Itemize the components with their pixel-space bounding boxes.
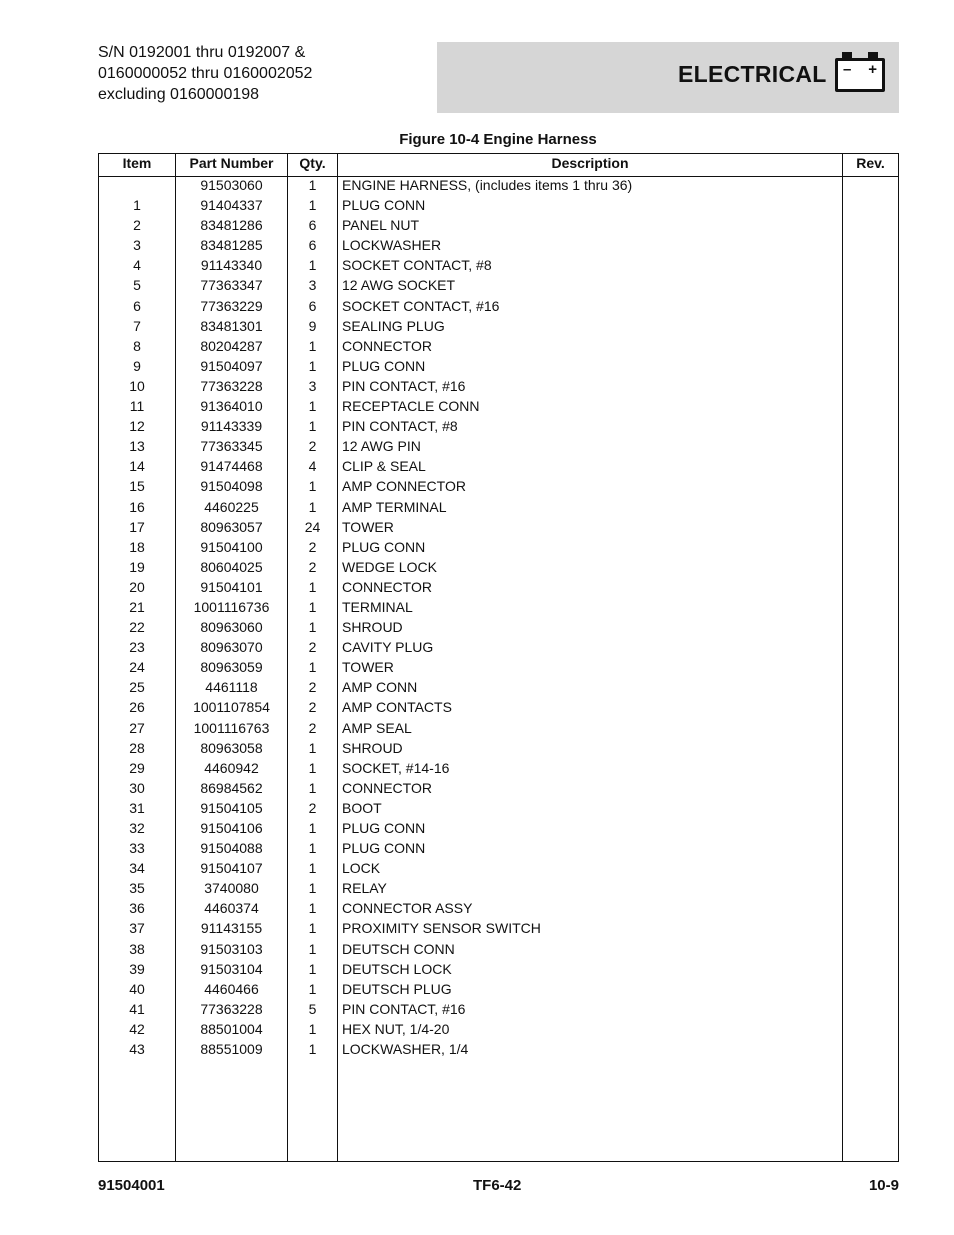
row-item: 11: [129, 398, 145, 415]
row-item: 19: [129, 558, 145, 575]
table-row: [99, 638, 898, 658]
row-qty: 1: [308, 197, 317, 214]
row-item: 31: [129, 799, 145, 816]
battery-minus-sign: –: [843, 61, 852, 78]
row-qty: 1: [308, 659, 317, 676]
row-description: PLUG CONN: [342, 820, 426, 836]
row-part-number: 91504105: [200, 799, 263, 816]
figure-title: Figure 10-4 Engine Harness: [399, 131, 597, 148]
row-description: AMP TERMINAL: [342, 498, 447, 515]
row-qty: 2: [308, 679, 317, 696]
row-part-number: 91364010: [200, 398, 263, 415]
table-row: [99, 417, 898, 437]
row-part-number: 91143340: [200, 257, 263, 274]
table-row: [99, 980, 898, 1000]
table-row: [99, 256, 898, 276]
row-qty: 1: [308, 880, 317, 897]
row-description: PLUG CONN: [342, 538, 426, 555]
row-description: AMP SEAL: [342, 719, 412, 736]
table-row: [99, 839, 898, 859]
row-description: SEALING PLUG: [342, 317, 445, 334]
row-item: 16: [129, 498, 145, 515]
table-row: [99, 196, 898, 216]
row-qty: 1: [308, 337, 317, 354]
row-qty: 2: [308, 719, 317, 736]
row-description: SOCKET, #14-16: [342, 759, 450, 776]
row-item: 32: [129, 820, 145, 836]
table-row: [99, 236, 898, 256]
table-header: [99, 154, 898, 177]
table-row: [99, 477, 898, 497]
row-description: HEX NUT, 1/4-20: [342, 1020, 450, 1037]
row-part-number: 91504101: [200, 578, 263, 595]
row-description: CONNECTOR: [342, 578, 432, 595]
row-qty: 1: [308, 257, 317, 274]
serial-line-1: S/N 0192001 thru 0192007 &: [98, 44, 306, 61]
row-qty: 5: [308, 1000, 317, 1017]
row-description: PIN CONTACT, #16: [342, 1000, 466, 1017]
table-row: [99, 759, 898, 779]
table-row: [99, 879, 898, 899]
row-part-number: 1001116736: [193, 598, 270, 615]
table-row: [99, 518, 898, 538]
row-item: 27: [129, 719, 145, 736]
row-item: 5: [133, 277, 141, 294]
table-row: [99, 739, 898, 759]
row-item: 21: [129, 598, 145, 615]
row-description: CONNECTOR: [342, 337, 432, 354]
row-qty: 1: [308, 619, 317, 636]
table-row: [99, 276, 898, 296]
row-qty: 1: [308, 598, 317, 615]
row-qty: 1: [308, 960, 317, 977]
row-item: 40: [129, 980, 145, 997]
row-description: PLUG CONN: [342, 357, 426, 374]
row-item: 37: [129, 920, 145, 937]
footer-model: TF6-42: [473, 1177, 522, 1194]
row-part-number: 4460942: [204, 759, 259, 776]
row-item: 7: [133, 317, 141, 334]
row-description: SHROUD: [342, 739, 403, 756]
parts-table: [98, 153, 899, 1162]
row-part-number: 83481286: [200, 217, 263, 234]
row-item: 42: [129, 1020, 145, 1037]
row-qty: 1: [308, 920, 317, 937]
row-part-number: 83481301: [200, 317, 263, 334]
row-qty: 1: [308, 759, 317, 776]
row-description: PROXIMITY SENSOR SWITCH: [342, 920, 541, 937]
serial-line-3: excluding 0160000198: [98, 86, 260, 103]
row-part-number: 80963058: [200, 739, 263, 756]
row-part-number: 91504100: [200, 538, 263, 555]
row-qty: 1: [308, 478, 317, 495]
table-row: [99, 698, 898, 718]
table-row: [99, 1000, 898, 1020]
table-body: [99, 176, 898, 1060]
row-part-number: 80204287: [200, 337, 263, 354]
row-item: 1: [133, 197, 141, 214]
row-part-number: 77363229: [200, 297, 263, 314]
table-row: [99, 719, 898, 739]
column-header-description: Description: [551, 155, 629, 171]
row-part-number: 91503103: [200, 940, 263, 957]
row-item: 28: [129, 739, 145, 756]
row-part-number: 80963060: [200, 619, 263, 636]
table-row: [99, 337, 898, 357]
table-row: [99, 297, 898, 317]
row-item: 29: [129, 759, 145, 776]
row-description: LOCKWASHER, 1/4: [342, 1041, 469, 1058]
table-row: [99, 940, 898, 960]
row-description: TOWER: [342, 518, 394, 535]
row-description: RECEPTACLE CONN: [342, 398, 480, 415]
row-item: 41: [129, 1000, 145, 1017]
row-part-number: 91143155: [200, 920, 263, 937]
row-qty: 2: [308, 639, 317, 656]
table-row: [99, 457, 898, 477]
section-banner: [437, 42, 899, 113]
row-item: 18: [129, 538, 145, 555]
row-part-number: 1001107854: [193, 699, 270, 716]
row-part-number: 91504106: [200, 820, 263, 836]
row-part-number: 91503104: [200, 960, 263, 977]
row-item: 39: [129, 960, 145, 977]
row-description: LOCKWASHER: [342, 237, 442, 254]
row-qty: 1: [308, 1020, 317, 1037]
row-part-number: 80963070: [200, 639, 263, 656]
row-description: AMP CONN: [342, 679, 418, 696]
row-item: 23: [129, 639, 145, 656]
row-item: 17: [129, 518, 145, 535]
row-item: 14: [129, 458, 145, 475]
row-qty: 6: [308, 237, 317, 254]
battery-plus-sign: +: [868, 61, 877, 78]
row-item: 8: [133, 337, 141, 354]
row-description: SHROUD: [342, 619, 403, 636]
table-row: [99, 558, 898, 578]
row-qty: 9: [308, 317, 317, 334]
row-description: WEDGE LOCK: [342, 558, 437, 575]
row-description: ENGINE HARNESS, (includes items 1 thru 36): [342, 177, 633, 193]
row-qty: 1: [308, 980, 317, 997]
row-item: 26: [129, 699, 145, 716]
row-item: 3: [133, 237, 141, 254]
table-row: [99, 658, 898, 678]
row-item: 33: [129, 840, 145, 857]
row-description: CAVITY PLUG: [342, 639, 434, 656]
row-description: BOOT: [342, 799, 382, 816]
row-part-number: 4460466: [204, 980, 259, 997]
table-row: [99, 1020, 898, 1040]
table-row: [99, 960, 898, 980]
row-description: DEUTSCH PLUG: [342, 980, 452, 997]
row-description: AMP CONNECTOR: [342, 478, 466, 495]
row-description: RELAY: [342, 880, 387, 897]
row-part-number: 91503060: [200, 177, 263, 193]
row-item: 22: [129, 619, 145, 636]
section-title: ELECTRICAL: [678, 61, 827, 87]
row-part-number: 4460374: [204, 900, 259, 917]
row-item: 30: [129, 779, 145, 796]
row-qty: 2: [308, 438, 317, 455]
row-item: 20: [129, 578, 145, 595]
row-item: 35: [129, 880, 145, 897]
row-qty: 24: [304, 518, 321, 535]
table-row: [99, 216, 898, 236]
table-row: [99, 779, 898, 799]
row-part-number: 88551009: [200, 1041, 263, 1058]
row-part-number: 4460225: [204, 498, 259, 515]
row-description: LOCK: [342, 860, 381, 877]
row-item: 36: [129, 900, 145, 917]
row-qty: 1: [308, 357, 317, 374]
row-description: DEUTSCH LOCK: [342, 960, 452, 977]
row-part-number: 80963057: [200, 518, 263, 535]
row-item: 25: [129, 679, 145, 696]
table-row: [99, 176, 898, 196]
row-part-number: 91504098: [200, 478, 263, 495]
row-description: PLUG CONN: [342, 840, 426, 857]
row-qty: 1: [308, 840, 317, 857]
row-description: DEUTSCH CONN: [342, 940, 455, 957]
table-row: [99, 1040, 898, 1060]
row-part-number: 91504097: [200, 357, 263, 374]
row-qty: 1: [308, 940, 317, 957]
row-item: 9: [133, 357, 141, 374]
row-item: 38: [129, 940, 145, 957]
row-item: 10: [129, 377, 145, 394]
table-row: [99, 899, 898, 919]
row-description: SOCKET CONTACT, #16: [342, 297, 500, 314]
serial-number-block: [98, 42, 312, 105]
column-header-rev: Rev.: [856, 155, 885, 171]
row-part-number: 91474468: [200, 458, 263, 475]
row-part-number: 91504107: [200, 860, 263, 877]
row-part-number: 83481285: [200, 237, 263, 254]
row-qty: 1: [308, 177, 317, 193]
row-description: PIN CONTACT, #8: [342, 418, 458, 435]
battery-icon: [835, 58, 885, 92]
row-description: PLUG CONN: [342, 197, 426, 214]
table-row: [99, 578, 898, 598]
row-qty: 1: [308, 739, 317, 756]
row-description: CLIP & SEAL: [342, 458, 426, 475]
column-header-item: Item: [122, 155, 152, 171]
row-item: 15: [129, 478, 145, 495]
row-item: 43: [129, 1041, 145, 1058]
row-part-number: 80604025: [200, 558, 263, 575]
row-item: 6: [133, 297, 141, 314]
row-qty: 1: [308, 1041, 317, 1058]
table-row: [99, 397, 898, 417]
row-qty: 3: [308, 277, 317, 294]
row-item: 4: [133, 257, 141, 274]
row-part-number: 91143339: [200, 418, 263, 435]
row-part-number: 4461118: [205, 679, 258, 696]
table-row: [99, 859, 898, 879]
row-part-number: 91404337: [200, 197, 263, 214]
row-part-number: 86984562: [200, 779, 263, 796]
row-description: TOWER: [342, 659, 394, 676]
footer-doc-number: 91504001: [98, 1177, 165, 1194]
row-part-number: 3740080: [204, 880, 259, 897]
table-row: [99, 819, 898, 839]
row-description: 12 AWG PIN: [342, 438, 421, 455]
column-header-qty: Qty.: [299, 155, 326, 171]
row-part-number: 77363228: [200, 377, 263, 394]
column-header-part-number: Part Number: [189, 155, 274, 171]
row-qty: 1: [308, 900, 317, 917]
row-part-number: 1001116763: [193, 719, 270, 736]
row-part-number: 88501004: [200, 1020, 263, 1037]
table-row: [99, 598, 898, 618]
serial-line-2: 0160000052 thru 0160002052: [98, 65, 313, 82]
table-row: [99, 678, 898, 698]
row-description: TERMINAL: [342, 598, 413, 615]
row-qty: 1: [308, 779, 317, 796]
table-row: [99, 437, 898, 457]
row-description: SOCKET CONTACT, #8: [342, 257, 492, 274]
table-row: [99, 357, 898, 377]
table-row: [99, 498, 898, 518]
row-qty: 1: [308, 860, 317, 877]
row-description: AMP CONTACTS: [342, 699, 452, 716]
row-qty: 1: [308, 578, 317, 595]
row-qty: 1: [308, 820, 317, 836]
table-row: [99, 799, 898, 819]
row-qty: 2: [308, 558, 317, 575]
row-item: 34: [129, 860, 145, 877]
row-qty: 2: [308, 799, 317, 816]
row-qty: 1: [308, 498, 317, 515]
row-qty: 6: [308, 217, 317, 234]
row-qty: 4: [308, 458, 317, 475]
row-part-number: 77363345: [200, 438, 263, 455]
table-row: [99, 919, 898, 939]
row-qty: 1: [308, 398, 317, 415]
row-description: 12 AWG SOCKET: [342, 277, 456, 294]
row-item: 2: [133, 217, 141, 234]
row-qty: 2: [308, 699, 317, 716]
row-qty: 6: [308, 297, 317, 314]
row-part-number: 77363228: [200, 1000, 263, 1017]
footer-page-number: 10-9: [868, 1177, 899, 1194]
row-description: CONNECTOR: [342, 779, 432, 796]
table-row: [99, 317, 898, 337]
row-item: 24: [129, 659, 145, 676]
row-part-number: 80963059: [200, 659, 263, 676]
row-description: PIN CONTACT, #16: [342, 377, 466, 394]
table-row: [99, 377, 898, 397]
row-part-number: 77363347: [200, 277, 263, 294]
row-qty: 1: [308, 418, 317, 435]
row-qty: 2: [308, 538, 317, 555]
row-item: 12: [129, 418, 145, 435]
table-row: [99, 538, 898, 558]
row-item: 13: [129, 438, 145, 455]
row-description: CONNECTOR ASSY: [342, 900, 473, 917]
row-qty: 3: [308, 377, 317, 394]
table-row: [99, 618, 898, 638]
row-description: PANEL NUT: [342, 217, 420, 234]
row-part-number: 91504088: [200, 840, 263, 857]
